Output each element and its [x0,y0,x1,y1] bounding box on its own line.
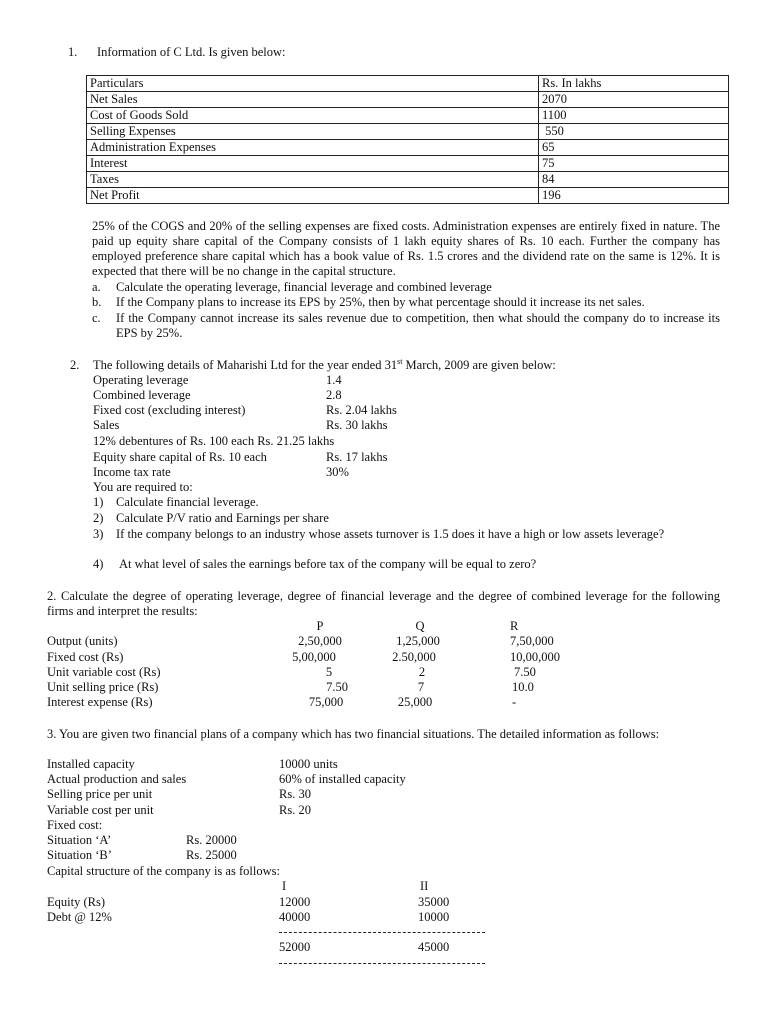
total-value: 45000 [418,940,450,954]
row-label: Unit variable cost (Rs) [47,665,161,679]
firm-header: R [510,619,519,633]
task-label: 4) [93,557,104,571]
row-label: Interest expense (Rs) [47,695,153,709]
detail-label: Installed capacity [47,757,135,771]
row-value: 25,000 [397,695,433,709]
q1-paragraph: 25% of the COGS and 20% of the selling expenses are fixed costs. Administration expenses are entirely fixed in nature. The paid up equity share capital of the Company consists of 1 lakh equity shares of Rs. 10 each. Further the company has employed preference share capital which has a book value of Rs. 1.5 crores and the dividend rate on the same is 12%. It is expected that there will be no change in the capital structure. [92,219,720,278]
table-header-cell: Rs. In lakhs [539,76,729,92]
q2-heading: The following details of Maharishi Ltd for the year ended 31st March, 2009 are given below: [93,356,556,372]
table-cell: Taxes [87,172,539,188]
table-cell: 2070 [539,92,729,108]
capital-row-label: Debt @ 12% [47,910,112,924]
table-cell: 75 [539,156,729,172]
q1-part-b: If the Company plans to increase its EPS by 25%, then by what percentage should it increase its net sales. [116,295,645,309]
table-cell: Selling Expenses [87,124,539,140]
detail-label: Income tax rate [93,465,171,479]
task-text: Calculate financial leverage. [116,495,259,509]
row-value: 7.50 [514,665,536,679]
row-value: 7,50,000 [510,634,554,648]
situation-value: Rs. 20000 [186,833,237,847]
q1-part-b-label: b. [92,295,102,309]
row-label: Fixed cost (Rs) [47,650,124,664]
q4-intro: 3. You are given two financial plans of a company which has two financial situations. The detailed information as follows: [47,727,660,741]
table-cell: Administration Expenses [87,140,539,156]
row-value: 10,00,000 [510,650,560,664]
detail-label: Sales [93,418,120,432]
detail-value: 1.4 [326,373,342,387]
detail-value: Rs. 30 lakhs [326,418,388,432]
situation-value: Rs. 25000 [186,848,237,862]
detail-label: Variable cost per unit [47,803,154,817]
q1-heading: Information of C Ltd. Is given below: [97,45,286,59]
table-cell: 550 [539,124,729,140]
q1-part-a: Calculate the operating leverage, financial leverage and combined leverage [116,280,492,294]
table-row [87,108,729,124]
capital-value: 40000 [279,910,311,924]
table-row [87,124,729,140]
required-line: You are required to: [93,480,193,494]
detail-value: 60% of installed capacity [279,772,406,786]
row-value: - [512,695,517,709]
table-row [87,172,729,188]
fixed-cost-label: Fixed cost: [47,818,103,832]
capital-value: 12000 [279,895,311,909]
detail-value: Rs. 20 [279,803,311,817]
task-text: Calculate P/V ratio and Earnings per share [116,511,329,525]
table-cell: 1100 [539,108,729,124]
table-cell: Interest [87,156,539,172]
detail-value: Rs. 30 [279,787,311,801]
capital-row-label: Equity (Rs) [47,895,105,909]
q1-part-c-label: c. [92,311,101,325]
detail-value: 30% [326,465,349,479]
capital-value: 35000 [418,895,450,909]
row-value: 7 [417,680,425,694]
q2-number: 2. [70,358,80,372]
table-row [87,156,729,172]
row-value: 5,00,000 [292,650,336,664]
task-text: If the company belongs to an industry whose assets turnover is 1.5 does it have a high or low assets leverage? [116,527,665,541]
detail-label: Actual production and sales [47,772,187,786]
table-cell: Net Profit [87,188,539,204]
detail-value: 2.8 [326,388,342,402]
row-value: 2.50,000 [392,650,436,664]
table-header-cell: Particulars [87,76,539,92]
total-value: 52000 [279,940,311,954]
situation-label: Situation ‘A’ [47,833,112,847]
task-text: At what level of sales the earnings before tax of the company will be equal to zero? [119,557,537,571]
detail-value: Rs. 2.04 lakhs [326,403,397,417]
firm-header: Q [415,619,425,633]
table-header-row [87,76,729,92]
row-value: 5 [325,665,333,679]
detail-value: 10000 units [279,757,338,771]
q1-part-c: If the Company cannot increase its sales revenue due to competition, then what should the company do to increase its EPS by 25%. [116,311,720,340]
detail-label: Operating leverage [93,373,189,387]
q1-table [86,75,729,204]
detail-label: Combined leverage [93,388,191,402]
row-value: 2 [418,665,426,679]
capital-label: Capital structure of the company is as follows: [47,864,280,878]
row-value: 7.50 [326,680,348,694]
q3-intro: 2. Calculate the degree of operating leverage, degree of financial leverage and the degree of combined leverage for the following firms and interpret the results: [47,589,720,618]
table-cell: Net Sales [87,92,539,108]
detail-label: Equity share capital of Rs. 10 each [93,450,267,464]
table-cell: Cost of Goods Sold [87,108,539,124]
task-label: 3) [93,527,104,541]
firm-header: P [316,619,324,633]
table-cell: 65 [539,140,729,156]
table-row [87,188,729,204]
plan-header: II [420,879,429,893]
table-cell: 196 [539,188,729,204]
task-label: 1) [93,495,104,509]
situation-label: Situation ‘B’ [47,848,112,862]
q1-number: 1. [68,45,78,59]
capital-value: 10000 [418,910,450,924]
table-row [87,140,729,156]
table-row [87,92,729,108]
plan-header: I [282,879,287,893]
debentures-line: 12% debentures of Rs. 100 each Rs. 21.25 lakhs [93,434,335,448]
row-label: Output (units) [47,634,118,648]
q1-part-a-label: a. [92,280,101,294]
row-value: 75,000 [308,695,344,709]
detail-value: Rs. 17 lakhs [326,450,388,464]
row-value: 10.0 [512,680,534,694]
row-value: 2,50,000 [298,634,342,648]
detail-label: Fixed cost (excluding interest) [93,403,246,417]
detail-label: Selling price per unit [47,787,153,801]
row-label: Unit selling price (Rs) [47,680,159,694]
table-cell: 84 [539,172,729,188]
row-value: 1,25,000 [396,634,440,648]
task-label: 2) [93,511,104,525]
